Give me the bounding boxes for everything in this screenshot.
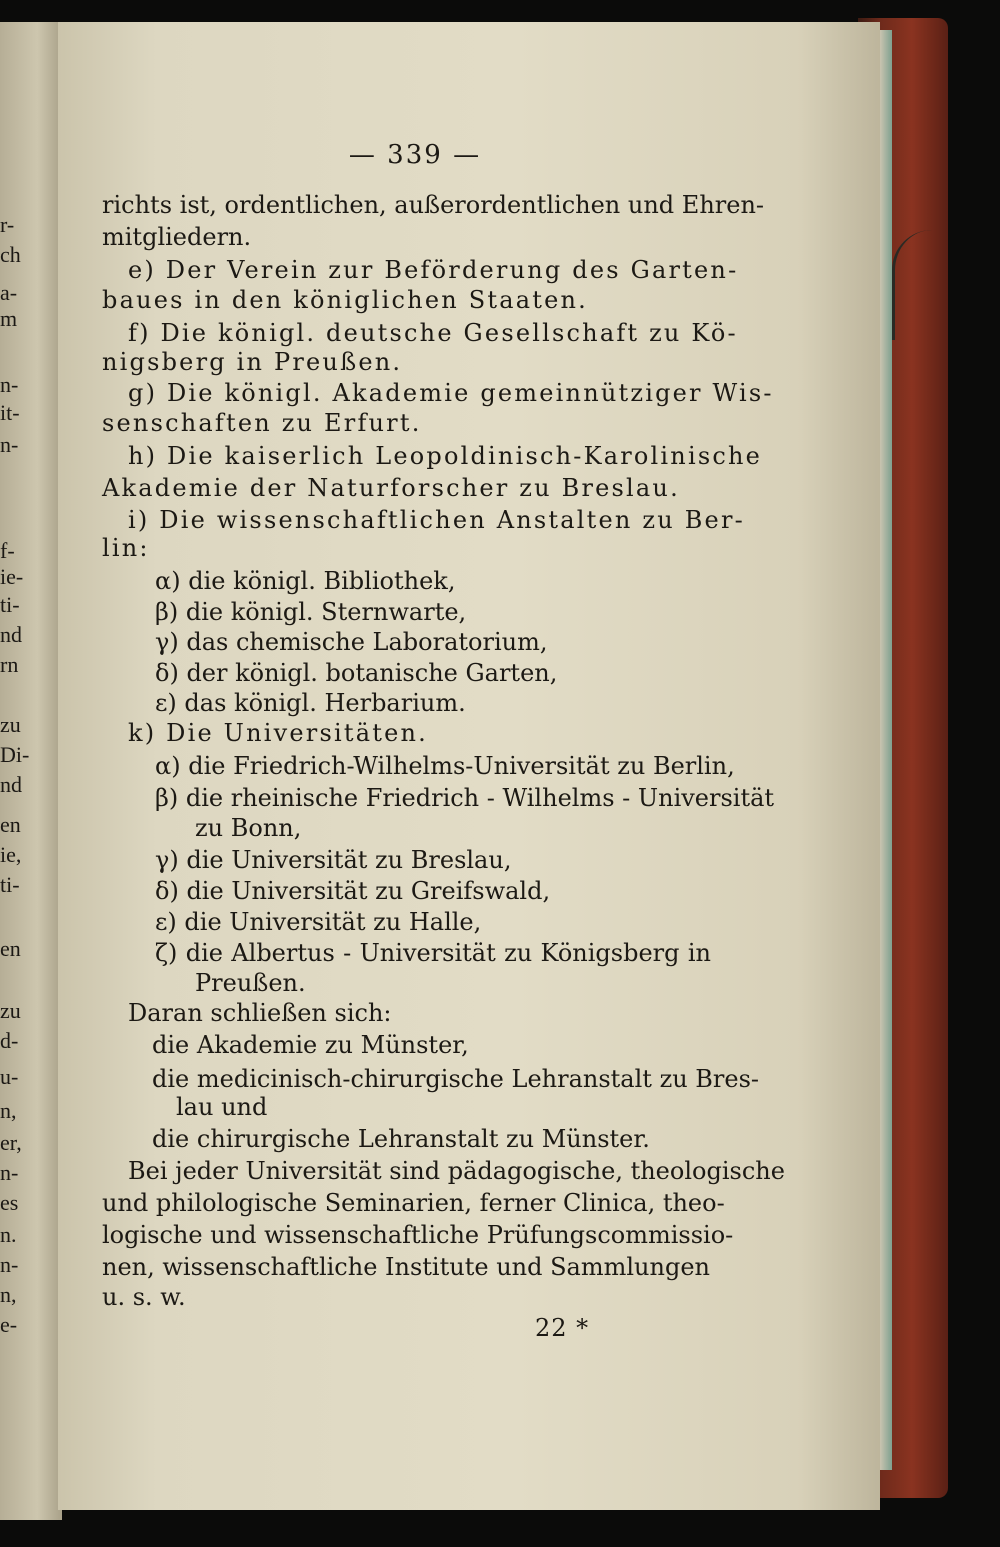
facing-page-fragment: u- [0, 1064, 19, 1089]
list-item: Preußen. [195, 969, 306, 997]
facing-page-fragment: ti- [0, 592, 20, 617]
facing-page-fragment: es [0, 1190, 19, 1215]
bookmark-ribbon [892, 230, 941, 340]
facing-page-fragment: ie- [0, 564, 24, 589]
facing-page-fragment: r- [0, 212, 15, 237]
text-line: u. s. w. [102, 1283, 186, 1311]
facing-page-fragment: ie, [0, 842, 22, 867]
text-line: Daran schließen sich: [128, 999, 392, 1027]
facing-page-fragment: d- [0, 1028, 19, 1053]
facing-page-fragment: zu [0, 712, 21, 737]
list-item: ζ) die Albertus - Universität zu Königsberg in [155, 939, 711, 967]
list-item: γ) die Universität zu Breslau, [155, 846, 512, 874]
text-line: g) Die königl. Akademie gemeinnütziger Wis- [128, 379, 774, 407]
facing-page-fragment: it- [0, 400, 20, 425]
signature-mark: 22 * [535, 1314, 590, 1342]
facing-page-fragment: ch [0, 242, 21, 267]
facing-page-fragment: n- [0, 372, 19, 397]
list-item: β) die rheinische Friedrich - Wilhelms - Universität [155, 784, 775, 812]
text-line: senschaften zu Erfurt. [102, 409, 422, 437]
text-line: nen, wissenschaftliche Institute und Sammlungen [102, 1253, 710, 1281]
list-item: γ) das chemische Laboratorium, [155, 628, 548, 656]
facing-page-fragment: n- [0, 432, 19, 457]
text-line: Bei jeder Universität sind pädagogische, theologische [128, 1157, 785, 1185]
text-line: i) Die wissenschaftlichen Anstalten zu Ber- [128, 506, 745, 534]
text-line: Akademie der Naturforscher zu Breslau. [102, 474, 680, 502]
text-line: mitgliedern. [102, 223, 252, 251]
facing-page-fragment: n, [0, 1098, 17, 1123]
text-line: baues in den königlichen Staaten. [102, 286, 588, 314]
facing-page-fragment: en [0, 936, 21, 961]
text-line: die Akademie zu Münster, [152, 1031, 469, 1059]
facing-page-fragment: nd [0, 622, 22, 647]
list-item: ε) das königl. Herbarium. [155, 689, 466, 717]
text-line: nigsberg in Preußen. [102, 348, 403, 376]
facing-page-fragment: en [0, 812, 21, 837]
list-item: ε) die Universität zu Halle, [155, 908, 482, 936]
list-item: β) die königl. Sternwarte, [155, 598, 467, 626]
text-line: k) Die Universitäten. [128, 719, 428, 747]
facing-page-fragment: f- [0, 538, 15, 563]
facing-page-fragment: er, [0, 1130, 22, 1155]
facing-page-fragment: n- [0, 1160, 19, 1185]
list-item: δ) der königl. botanische Garten, [155, 659, 558, 687]
facing-page-fragment: m [0, 306, 18, 331]
facing-page-fragment: n- [0, 1252, 19, 1277]
text-line: logische und wissenschaftliche Prüfungscommissio- [102, 1221, 734, 1249]
facing-page-fragment: ti- [0, 872, 20, 897]
text-line: f) Die königl. deutsche Gesellschaft zu Kö- [128, 319, 738, 347]
page-number-header: — 339 — [348, 140, 482, 170]
text-line: die chirurgische Lehranstalt zu Münster. [152, 1125, 650, 1153]
facing-page-fragment: e- [0, 1312, 18, 1337]
facing-page-fragment: n. [0, 1222, 17, 1247]
text-line: lau und [176, 1093, 268, 1121]
facing-page-fragment: zu [0, 998, 21, 1023]
text-line: e) Der Verein zur Beförderung des Garten- [128, 256, 739, 284]
text-line: und philologische Seminarien, ferner Clinica, theo- [102, 1189, 725, 1217]
facing-page-fragment: rn [0, 652, 19, 677]
text-line: h) Die kaiserlich Leopoldinisch-Karolinische [128, 442, 763, 470]
facing-page-fragment: Di- [0, 742, 30, 767]
list-item: zu Bonn, [195, 814, 302, 842]
list-item: δ) die Universität zu Greifswald, [155, 877, 551, 905]
facing-page-fragment: a- [0, 280, 18, 305]
text-line: die medicinisch-chirurgische Lehranstalt zu Bres- [152, 1065, 760, 1093]
list-item: α) die Friedrich-Wilhelms-Universität zu Berlin, [155, 752, 735, 780]
facing-page-fragment: nd [0, 772, 22, 797]
text-line [102, 190, 765, 220]
text-line: lin: [102, 534, 150, 562]
facing-page-fragment: n, [0, 1282, 17, 1307]
list-item: α) die königl. Bibliothek, [155, 567, 456, 595]
line-content: richts ist, ordentlichen, außerordentlichen und Ehren- [102, 191, 765, 219]
